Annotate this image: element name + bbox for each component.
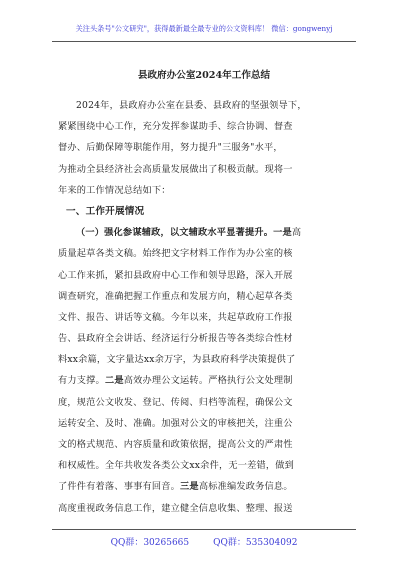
- text-line: 调查研究，准确把握工作重点和发展方向，精心起草各类: [58, 290, 293, 302]
- text-fragment: 高标准编发政务信息。: [198, 481, 293, 493]
- text-fragment: 了件件有着落、事事有回音。: [58, 481, 181, 493]
- qq-group-1: QQ群：30265665: [110, 538, 190, 548]
- text-line: 质量起草各类文稿。始终把文字材料工作作为办公室的核: [58, 248, 293, 260]
- text-line: [58, 476, 358, 497]
- text-line: 高度重视政务信息工作，建立健全信息收集、整理、报送: [58, 502, 293, 514]
- footer-divider: [52, 529, 356, 530]
- section-heading: 一、工作开展情况: [66, 205, 145, 217]
- text-line: 紧紧围绕中心工作，充分发挥参谋助手、综合协调、督查: [58, 121, 293, 133]
- text-fragment: 有力支撑。: [58, 375, 105, 387]
- text-line: [58, 370, 358, 391]
- text-line: 料xx余篇，文字量达xx余万字，为县政府科学决策提供了: [58, 354, 296, 366]
- text-line: 告、县政府全会讲话、经济运行分析报告等各类综合性材: [58, 333, 293, 345]
- subsection-heading-line: [58, 222, 358, 243]
- text-line: 和权威性。全年共收发各类公文xx余件，无一差错，做到: [58, 460, 295, 472]
- text-fragment: 高效办理公文运转。严格执行公文处理制: [123, 375, 293, 387]
- bold-lead: 二是: [104, 375, 124, 387]
- qq-group-2: QQ群：535304092: [213, 538, 298, 548]
- text-line: 为推动全县经济社会高质量发展做出了积极贡献。现将一: [58, 163, 293, 175]
- header-divider: [52, 41, 356, 42]
- text-line: 年来的工作情况总结如下：: [58, 184, 171, 196]
- text-line: 文件、报告、讲话等文稿。今年以来，共起草政府工作报: [58, 311, 293, 323]
- text-line: 心工作来抓，紧扣县政府中心工作和领导思路，深入开展: [58, 269, 293, 281]
- footer: [0, 535, 408, 548]
- text-line: 文的格式规范、内容质量和政策依据，提高公文的严肃性: [58, 439, 293, 450]
- header-banner: 关注头条号"公文研究"，获得最新最全最专业的公文资料库！ 微信：gongwenyj: [75, 24, 333, 33]
- document-body: [58, 95, 358, 519]
- text-line: 度，规范公文收发、登记、传阅、归档等流程，确保公文: [58, 396, 293, 408]
- text-line: 2024年，县政府办公室在县委、县政府的坚强领导下，: [76, 100, 307, 111]
- document-title: 县政府办公室2024年工作总结: [137, 70, 271, 81]
- subsection-heading: （一）强化参谋辅政，以文辅政水平显著提升。一是: [76, 227, 292, 239]
- text-line: 运转安全、及时、准确。加强对公文的审核把关，注重公: [58, 417, 293, 429]
- bold-lead: 三是: [180, 481, 199, 493]
- text-line: 督办、后勤保障等职能作用，努力提升"三服务"水平，: [58, 142, 283, 154]
- text-fragment: 高: [291, 227, 302, 239]
